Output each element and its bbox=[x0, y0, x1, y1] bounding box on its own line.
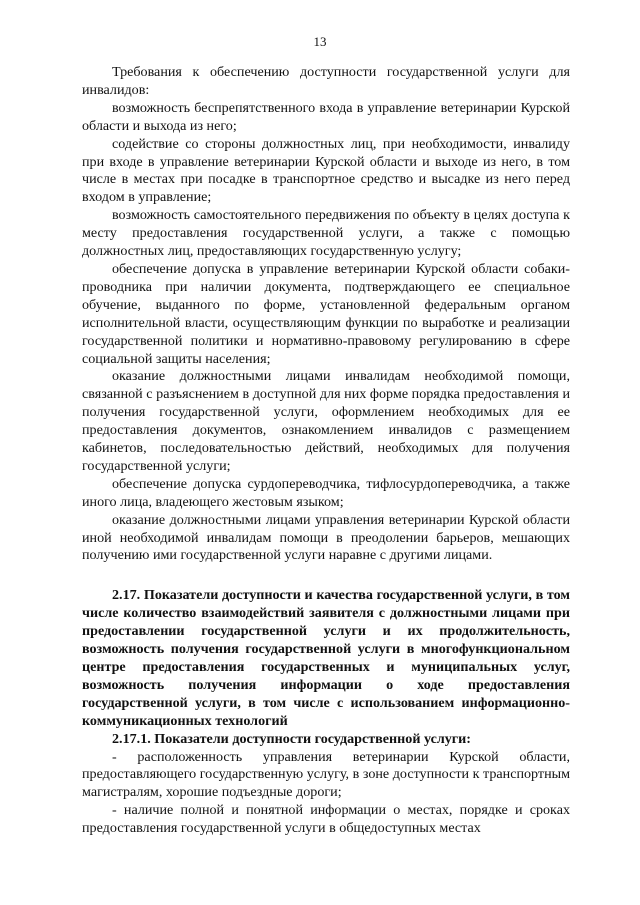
paragraph: Требования к обеспечению доступности государственной услуги для инвалидов: bbox=[82, 64, 570, 98]
page-number: 13 bbox=[313, 34, 327, 49]
paragraph: возможность самостоятельного передвижения по объекту в целях доступа к месту предоставления государственной услуги, а также с помощью должностных лиц, предоставляющих государственную услугу; bbox=[82, 207, 570, 260]
paragraph: содействие со стороны должностных лиц, при необходимости, инвалиду при входе в управление ветеринарии Курской области и выходе из него, в том числе в местах при посадке в транспортное средство и высадке из него перед входом в управление; bbox=[82, 135, 570, 206]
paragraph: возможность беспрепятственного входа в управление ветеринарии Курской области и выхода из него; bbox=[82, 99, 570, 134]
paragraph: - наличие полной и понятной информации о местах, порядке и сроках предоставления государственной услуги в общедоступных местах bbox=[82, 802, 570, 837]
paragraph: - расположенность управления ветеринарии Курской области, предоставляющего государственную услугу, в зоне доступности к транспортным магистралям, хорошие подъездные дороги; bbox=[82, 748, 570, 801]
paragraph: оказание должностными лицами инвалидам необходимой помощи, связанной с разъяснением в доступной для них форме порядка предоставления и получения государственной услуги, оформлением необходимых для ее предоставления документов, ознакомлением инвалидов с размещением кабинетов, последовательностью действий, необходимых для получения государственной услуги; bbox=[82, 368, 570, 474]
section-gap bbox=[82, 565, 570, 587]
section-heading-2-17: 2.17. Показатели доступности и качества государственной услуги, в том числе количество взаимодействий заявителя с должностными лицами при предоставлении государственной услуги и их продолжительность, возможность получения государственной услуги в многофункциональном центре предоставления государственных и муниципальных услуг, возможность получения информации о ходе предоставления государственной услуги, в том числе с использованием информационно-коммуникационных технологий bbox=[82, 587, 570, 729]
paragraph: оказание должностными лицами управления ветеринарии Курской области иной необходимой инвалидам помощи в преодолении барьеров, мешающих получению ими государственной услуги наравне с другими лицами. bbox=[82, 511, 570, 564]
paragraph: обеспечение допуска в управление ветеринарии Курской области собаки-проводника при наличии документа, подтверждающего ее специальное обучение, выданного по форме, установленной федеральным органом исполнительной власти, осуществляющим функции по выработке и реализации государственной политики и нормативно-правовому регулированию в сфере социальной защиты населения; bbox=[82, 260, 570, 367]
section-heading-2-17-1: 2.17.1. Показатели доступности государственной услуги: bbox=[112, 730, 471, 747]
paragraph: обеспечение допуска сурдопереводчика, тифлосурдопереводчика, а также иного лица, владеющего жестовым языком; bbox=[82, 475, 570, 510]
document-body bbox=[82, 64, 570, 838]
